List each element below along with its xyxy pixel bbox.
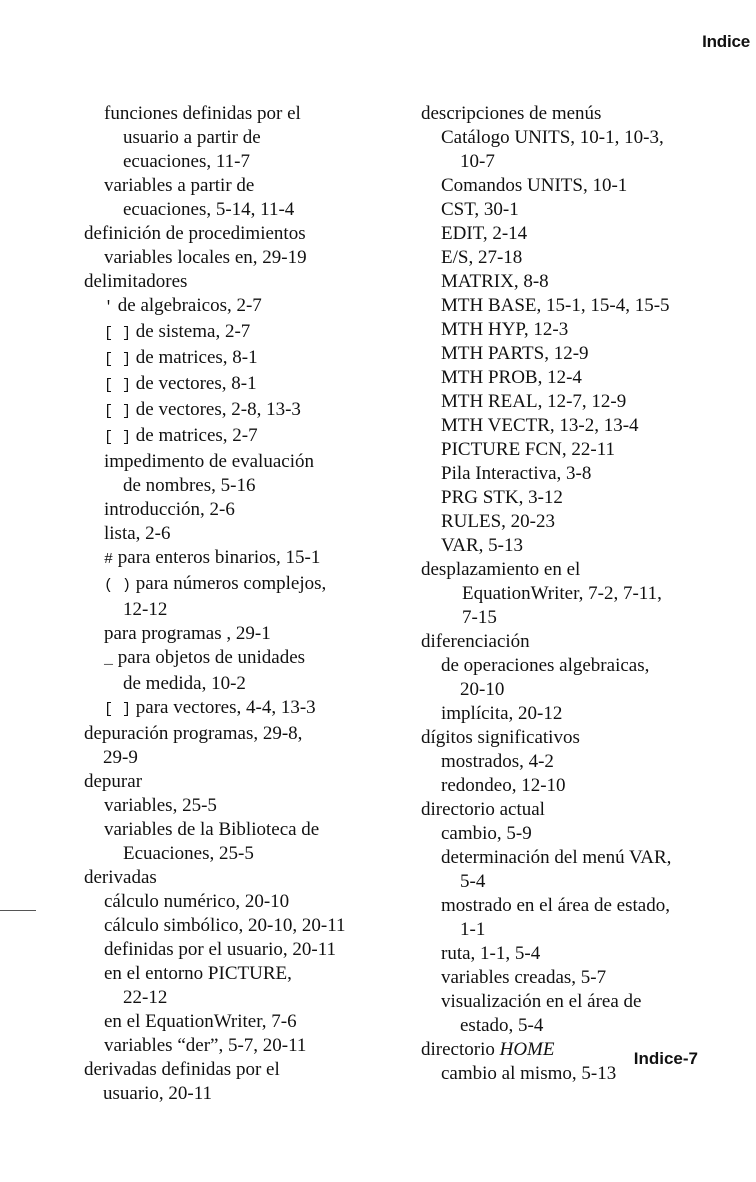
index-entry-text: para programas , 29-1 <box>104 623 271 644</box>
index-entry-text: implícita, 20-12 <box>441 703 563 724</box>
index-entry-text: estado, 5-4 <box>460 1015 544 1036</box>
index-column-right <box>421 102 741 1086</box>
index-entry <box>421 318 741 342</box>
index-entry <box>421 342 741 366</box>
index-entry-text: introducción, 2-6 <box>104 499 235 520</box>
index-entry-text: de vectores, 8-1 <box>131 373 257 394</box>
index-entry-text: 10-7 <box>460 151 495 172</box>
index-entry <box>421 366 741 390</box>
index-entry-text: Pila Interactiva, 3-8 <box>441 463 592 484</box>
delimiter-symbol: [ ] <box>104 403 132 420</box>
index-entry-text: cálculo simbólico, 20-10, 20-11 <box>104 915 346 936</box>
index-entry <box>84 986 384 1010</box>
index-entry <box>84 914 384 938</box>
index-entry-text: definidas por el usuario, 20-11 <box>104 939 336 960</box>
index-entry <box>84 372 384 398</box>
index-entry <box>84 818 384 842</box>
index-entry-text: ecuaciones, 11-7 <box>123 151 250 172</box>
index-entry-text: variables “der”, 5-7, 20-11 <box>104 1035 307 1056</box>
index-entry-text: funciones definidas por el <box>104 103 301 124</box>
index-entry-text: EDIT, 2-14 <box>441 223 528 244</box>
page-header-title: Indice <box>702 32 750 51</box>
index-entry <box>421 390 741 414</box>
delimiter-symbol: # <box>104 551 114 568</box>
index-entry <box>84 1082 384 1106</box>
index-entry-text: variables de la Biblioteca de <box>104 819 320 840</box>
index-entry <box>84 150 384 174</box>
index-entry <box>84 722 384 746</box>
index-entry-text: directorio <box>421 1039 500 1060</box>
index-entry-text: Comandos UNITS, 10-1 <box>441 175 628 196</box>
index-entry <box>421 486 741 510</box>
index-entry-text: para enteros binarios, 15-1 <box>113 547 321 568</box>
index-entry-text: 20-10 <box>460 679 505 700</box>
index-entry-text: descripciones de menús <box>421 103 602 124</box>
index-entry-text: derivadas definidas por el <box>84 1059 280 1080</box>
index-entry <box>421 918 741 942</box>
index-entry <box>84 770 384 794</box>
index-entry-text: MTH BASE, 15-1, 15-4, 15-5 <box>441 295 670 316</box>
index-entry <box>421 222 741 246</box>
index-entry-text: RULES, 20-23 <box>441 511 555 532</box>
index-entry-text: definición de procedimientos <box>84 223 306 244</box>
index-column-left <box>84 102 384 1106</box>
index-entry <box>421 1014 741 1038</box>
index-entry <box>84 962 384 986</box>
index-entry-text: MTH REAL, 12-7, 12-9 <box>441 391 627 412</box>
delimiter-symbol: ( ) <box>104 577 132 594</box>
delimiter-symbol: [ ] <box>104 325 132 342</box>
index-entry-text: MTH PROB, 12-4 <box>441 367 582 388</box>
index-entry-text: CST, 30-1 <box>441 199 519 220</box>
delimiter-symbol: [ ] <box>104 429 132 446</box>
index-entry <box>421 702 741 726</box>
index-entry-text: 1-1 <box>460 919 486 940</box>
index-entry-text: delimitadores <box>84 271 188 292</box>
index-entry <box>421 774 741 798</box>
delimiter-symbol: [ ] <box>104 377 132 394</box>
index-entry <box>84 1034 384 1058</box>
delimiter-symbol: [ ] <box>104 701 132 718</box>
index-entry-text: determinación del menú VAR, <box>441 847 672 868</box>
index-entry <box>84 890 384 914</box>
index-entry-text: de vectores, 2-8, 13-3 <box>131 399 301 420</box>
index-entry <box>84 398 384 424</box>
page-number: Indice-7 <box>633 1049 698 1068</box>
index-entry-text: de nombres, 5-16 <box>123 475 256 496</box>
index-entry-text: para objetos de unidades <box>113 647 306 668</box>
index-entry-text: ecuaciones, 5-14, 11-4 <box>123 199 295 220</box>
index-entry <box>421 438 741 462</box>
index-entry <box>421 870 741 894</box>
index-entry <box>84 174 384 198</box>
index-entry-text: mostrados, 4-2 <box>441 751 554 772</box>
index-entry <box>421 198 741 222</box>
index-entry <box>421 126 741 150</box>
index-entry <box>421 246 741 270</box>
index-entry-text: de matrices, 8-1 <box>131 347 258 368</box>
index-entry <box>421 630 741 654</box>
index-entry <box>421 582 741 606</box>
index-entry <box>421 822 741 846</box>
index-entry <box>84 546 384 572</box>
index-entry-text: cambio, 5-9 <box>441 823 532 844</box>
index-entry <box>84 598 384 622</box>
index-entry-text: MTH VECTR, 13-2, 13-4 <box>441 415 639 436</box>
index-entry-text: PRG STK, 3-12 <box>441 487 563 508</box>
index-entry <box>421 150 741 174</box>
index-entry <box>421 654 741 678</box>
index-entry <box>421 894 741 918</box>
index-entry-text: Ecuaciones, 25-5 <box>123 843 254 864</box>
index-entry-text: EquationWriter, 7-2, 7-11, <box>462 583 662 604</box>
index-entry <box>421 558 741 582</box>
index-entry-text: depuración programas, 29-8, <box>84 723 303 744</box>
index-entry <box>84 672 384 696</box>
index-entry <box>84 1058 384 1082</box>
index-entry-text: 29-9 <box>103 747 138 768</box>
index-entry <box>84 126 384 150</box>
index-entry <box>84 1010 384 1034</box>
index-entry <box>421 270 741 294</box>
index-entry-text: MATRIX, 8-8 <box>441 271 549 292</box>
index-entry <box>421 414 741 438</box>
index-entry-text: de matrices, 2-7 <box>131 425 258 446</box>
index-entry-text: 22-12 <box>123 987 168 1008</box>
index-entry-text: redondeo, 12-10 <box>441 775 566 796</box>
index-entry-text: variables creadas, 5-7 <box>441 967 607 988</box>
index-entry-text: dígitos significativos <box>421 727 580 748</box>
index-entry-text: variables a partir de <box>104 175 255 196</box>
index-entry-text: mostrado en el área de estado, <box>441 895 670 916</box>
index-entry <box>84 866 384 890</box>
index-entry <box>84 246 384 270</box>
index-entry-text: usuario a partir de <box>123 127 261 148</box>
index-entry <box>84 198 384 222</box>
index-entry-text: 5-4 <box>460 871 486 892</box>
index-entry <box>84 270 384 294</box>
index-entry <box>421 102 741 126</box>
index-entry-text: de sistema, 2-7 <box>131 321 251 342</box>
index-entry-text: impedimento de evaluación <box>104 451 314 472</box>
index-entry-text: cálculo numérico, 20-10 <box>104 891 290 912</box>
index-entry-italic-text: HOME <box>499 1039 555 1060</box>
index-entry-text: de algebraicos, 2-7 <box>113 295 262 316</box>
margin-rule <box>0 910 36 911</box>
index-entry <box>421 990 741 1014</box>
index-entry <box>84 572 384 598</box>
delimiter-symbol: [ ] <box>104 351 132 368</box>
index-entry <box>421 294 741 318</box>
index-entry-text: VAR, 5-13 <box>441 535 523 556</box>
index-entry-text: directorio actual <box>421 799 545 820</box>
delimiter-symbol: ' <box>104 299 114 316</box>
index-entry <box>421 462 741 486</box>
index-entry <box>421 798 741 822</box>
index-entry <box>421 942 741 966</box>
index-entry-text: para números complejos, <box>131 573 327 594</box>
index-entry-text: derivadas <box>84 867 157 888</box>
index-entry <box>84 522 384 546</box>
index-entry <box>421 750 741 774</box>
delimiter-symbol: _ <box>104 651 114 668</box>
index-entry <box>84 346 384 372</box>
index-entry <box>84 746 384 770</box>
index-entry-text: Catálogo UNITS, 10-1, 10-3, <box>441 127 664 148</box>
index-entry <box>421 966 741 990</box>
index-entry <box>421 678 741 702</box>
index-entry <box>421 606 741 630</box>
index-entry <box>84 938 384 962</box>
index-entry-text: 7-15 <box>462 607 497 628</box>
index-entry-text: desplazamiento en el <box>421 559 581 580</box>
index-entry <box>421 726 741 750</box>
index-entry-text: usuario, 20-11 <box>103 1083 213 1104</box>
index-entry <box>84 102 384 126</box>
index-entry <box>84 696 384 722</box>
index-entry-text: diferenciación <box>421 631 530 652</box>
index-entry <box>84 794 384 818</box>
index-entry <box>421 534 741 558</box>
index-entry-text: visualización en el área de <box>441 991 642 1012</box>
index-entry <box>84 842 384 866</box>
index-entry-text: MTH HYP, 12-3 <box>441 319 569 340</box>
index-entry-text: MTH PARTS, 12-9 <box>441 343 589 364</box>
index-entry-text: en el EquationWriter, 7-6 <box>104 1011 297 1032</box>
index-entry <box>84 646 384 672</box>
index-entry-text: depurar <box>84 771 143 792</box>
index-entry <box>421 510 741 534</box>
index-entry-text: de medida, 10-2 <box>123 673 246 694</box>
index-entry <box>84 474 384 498</box>
index-entry-text: PICTURE FCN, 22-11 <box>441 439 616 460</box>
index-entry <box>421 174 741 198</box>
index-entry-text: en el entorno PICTURE, <box>104 963 292 984</box>
index-entry <box>421 846 741 870</box>
index-entry-text: variables, 25-5 <box>104 795 217 816</box>
index-entry-text: E/S, 27-18 <box>441 247 523 268</box>
index-entry <box>84 450 384 474</box>
index-entry-text: de operaciones algebraicas, <box>441 655 650 676</box>
index-entry <box>84 622 384 646</box>
index-entry-text: para vectores, 4-4, 13-3 <box>131 697 316 718</box>
index-entry <box>84 498 384 522</box>
index-entry <box>84 320 384 346</box>
index-entry-text: 12-12 <box>123 599 168 620</box>
index-entry-text: ruta, 1-1, 5-4 <box>441 943 541 964</box>
index-entry-text: cambio al mismo, 5-13 <box>441 1063 617 1084</box>
index-entry-text: lista, 2-6 <box>104 523 171 544</box>
index-entry <box>84 222 384 246</box>
index-entry <box>84 294 384 320</box>
index-entry-text: variables locales en, 29-19 <box>104 247 307 268</box>
index-entry <box>84 424 384 450</box>
